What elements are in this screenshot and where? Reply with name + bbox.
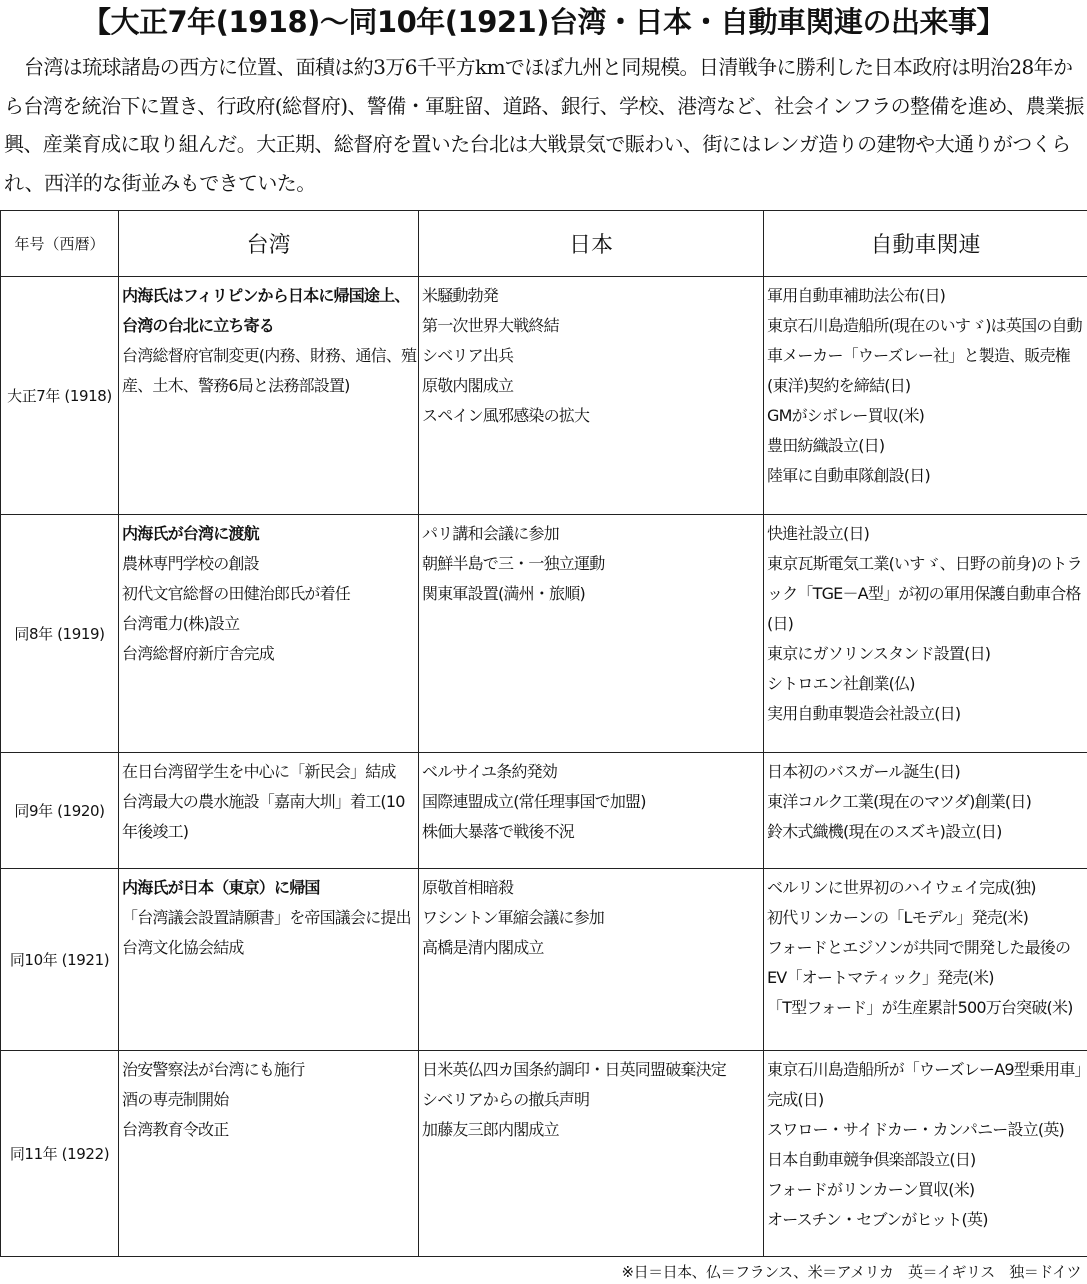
japan-cell: [419, 1051, 764, 1257]
taiwan-event: 台湾教育令改正: [122, 1120, 229, 1139]
japan-cell: [419, 753, 764, 869]
auto-event: スワロー・サイドカー・カンパニー設立(英): [767, 1120, 1064, 1139]
taiwan-event: 在日台湾留学生を中心に「新民会」結成: [122, 762, 396, 781]
table-row: [1, 515, 1087, 753]
year-cell: 同8年 (1919): [1, 515, 119, 753]
auto-event: 実用自動車製造会社設立(日): [767, 704, 961, 723]
auto-event: GMがシボレー買収(米): [767, 406, 925, 425]
japan-event: 原敬内閣成立: [422, 376, 514, 395]
auto-event: ベルリンに世界初のハイウェイ完成(独): [767, 878, 1036, 897]
auto-event: 快進社設立(日): [767, 524, 870, 543]
auto-cell: [764, 753, 1087, 869]
auto-event: 日本初のバスガール誕生(日): [767, 762, 960, 781]
japan-event: 朝鮮半島で三・一独立運動: [422, 554, 605, 573]
auto-event: シトロエン社創業(仏): [767, 674, 915, 693]
japan-event: ワシントン軍縮会議に参加: [422, 908, 605, 927]
events-table: [0, 210, 1087, 1257]
japan-event: パリ講和会議に参加: [422, 524, 559, 543]
taiwan-cell: [119, 1051, 419, 1257]
auto-event: 東京石川島造船所が「ウーズレーA9型乗用車」完成(日): [767, 1060, 1082, 1109]
auto-event: フォードとエジソンが共同で開発した最後のEV「オートマティック」発売(米): [767, 938, 1071, 987]
table-row: [1, 869, 1087, 1051]
page-title: 【大正7年(1918)～同10年(1921)台湾・日本・自動車関連の出来事】: [82, 5, 1005, 39]
auto-event: 初代リンカーンの「Lモデル」発売(米): [767, 908, 1029, 927]
taiwan-event: 「台湾議会設置請願書」を帝国議会に提出: [122, 908, 411, 927]
year-cell: 同10年 (1921): [1, 869, 119, 1051]
auto-event: 東洋コルク工業(現在のマツダ)創業(日): [767, 792, 1032, 811]
japan-cell: [419, 869, 764, 1051]
taiwan-event: 農林専門学校の創設: [122, 554, 259, 573]
auto-cell: [764, 1051, 1087, 1257]
year-cell: 大正7年 (1918): [1, 277, 119, 515]
taiwan-event: 台湾文化協会結成: [122, 938, 244, 957]
auto-cell: [764, 515, 1087, 753]
table-row: [1, 277, 1087, 515]
footnote: ※日＝日本、仏＝フランス、米＝アメリカ 英＝イギリス 独＝ドイツ: [621, 1263, 1081, 1281]
taiwan-cell: [119, 753, 419, 869]
taiwan-event: 内海氏が台湾に渡航: [122, 524, 259, 543]
taiwan-event: 台湾電力(株)設立: [122, 614, 240, 633]
taiwan-event: 台湾最大の農水施設「嘉南大圳」着工(10年後竣工): [122, 792, 405, 841]
auto-event: 東京石川島造船所(現在のいすゞ)は英国の自動車メーカー「ウーズレー社」と製造、販売権(東洋)契約を締結(日): [767, 316, 1082, 395]
japan-event: シベリアからの撤兵声明: [422, 1090, 590, 1109]
japan-cell: [419, 515, 764, 753]
taiwan-cell: [119, 515, 419, 753]
japan-event: シベリア出兵: [422, 346, 514, 365]
intro-paragraph: 台湾は琉球諸島の西方に位置、面積は約3万6千平方kmでほぼ九州と同規模。日清戦争に勝利した日本政府は明治28年から台湾を統治下に置き、行政府(総督府)、警備・軍駐留、道路、銀行、学校、港湾など、社会インフラの整備を進め、農業振興、産業育成に取り組んだ。大正期、総督府を置いた台北は大戦景気で賑わい、街にはレンガ造りの建物や大通りがつくられ、西洋的な街並みもできていた。: [4, 55, 1084, 195]
japan-event: ベルサイユ条約発効: [422, 762, 558, 781]
taiwan-event: 台湾総督府官制変更(内務、財務、通信、殖産、土木、警務6局と法務部設置): [122, 346, 417, 395]
auto-event: 陸軍に自動車隊創設(日): [767, 466, 930, 485]
header-japan: 日本: [419, 211, 764, 277]
table-row: [1, 753, 1087, 869]
table-header-row: [1, 211, 1087, 277]
year-cell: 同9年 (1920): [1, 753, 119, 869]
taiwan-event: 内海氏が日本（東京）に帰国: [122, 878, 320, 897]
japan-event: 第一次世界大戦終結: [422, 316, 559, 335]
japan-event: 原敬首相暗殺: [422, 878, 514, 897]
auto-event: フォードがリンカーン買収(米): [767, 1180, 975, 1199]
auto-event: 豊田紡織設立(日): [767, 436, 885, 455]
japan-event: 加藤友三郎内閣成立: [422, 1120, 559, 1139]
auto-cell: [764, 277, 1087, 515]
japan-event: 高橋是清内閣成立: [422, 938, 544, 957]
header-auto: 自動車関連: [764, 211, 1087, 277]
auto-event: 東京にガソリンスタンド設置(日): [767, 644, 991, 663]
auto-event: 東京瓦斯電気工業(いすゞ、日野の前身)のトラック「TGE－A型」が初の軍用保護自動車合格(日): [767, 554, 1082, 633]
header-year: 年号（西暦）: [1, 211, 119, 277]
taiwan-event: 内海氏はフィリピンから日本に帰国途上、台湾の台北に立ち寄る: [122, 286, 410, 335]
taiwan-event: 台湾総督府新庁舎完成: [122, 644, 275, 663]
japan-event: スペイン風邪感染の拡大: [422, 406, 590, 425]
auto-event: 日本自動車競争倶楽部設立(日): [767, 1150, 976, 1169]
japan-event: 株価大暴落で戦後不況: [422, 822, 575, 841]
taiwan-cell: [119, 277, 419, 515]
taiwan-event: 初代文官総督の田健治郎氏が着任: [122, 584, 351, 603]
japan-event: 関東軍設置(満州・旅順): [422, 584, 585, 603]
year-cell: 同11年 (1922): [1, 1051, 119, 1257]
japan-event: 日米英仏四カ国条約調印・日英同盟破棄決定: [422, 1060, 727, 1079]
auto-event: 鈴木式織機(現在のスズキ)設立(日): [767, 822, 1002, 841]
auto-cell: [764, 869, 1087, 1051]
taiwan-event: 酒の専売制開始: [122, 1090, 229, 1109]
auto-event: 「T型フォード」が生産累計500万台突破(米): [767, 998, 1073, 1017]
auto-event: オースチン・セブンがヒット(英): [767, 1210, 988, 1229]
header-taiwan: 台湾: [119, 211, 419, 277]
japan-event: 米騒動勃発: [422, 286, 499, 305]
japan-cell: [419, 277, 764, 515]
japan-event: 国際連盟成立(常任理事国で加盟): [422, 792, 646, 811]
auto-event: 軍用自動車補助法公布(日): [767, 286, 946, 305]
taiwan-event: 治安警察法が台湾にも施行: [122, 1060, 305, 1079]
table-row: [1, 1051, 1087, 1257]
taiwan-cell: [119, 869, 419, 1051]
